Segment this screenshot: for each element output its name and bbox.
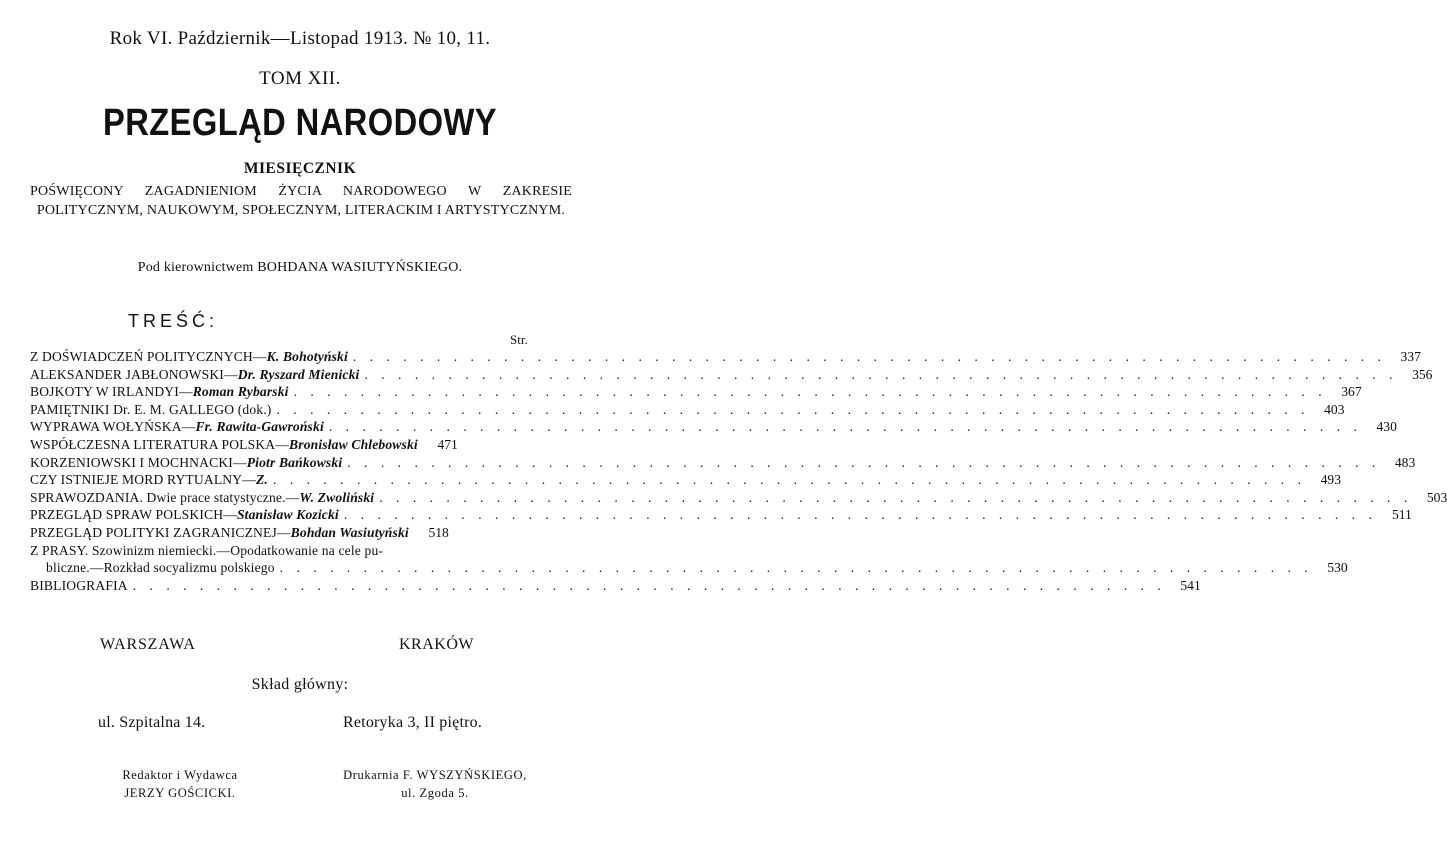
toc-leader-dots — [289, 383, 1332, 401]
toc-leader-dots — [271, 401, 1314, 419]
editor-role: Redaktor i Wydawca — [122, 768, 238, 782]
toc-entry-page: 530 — [1327, 560, 1348, 576]
toc-entry-page: 367 — [1341, 384, 1362, 400]
toc-entry — [30, 436, 572, 454]
journal-subtitle: POŚWIĘCONY ZAGADNIENIOM ŻYCIA NARODOWEGO W ZAKRESIE POLITYCZNYM, NAUKOWYM, SPOŁECZNYM, LITERACKIM I ARTYSTYCZNYM. — [30, 184, 572, 218]
toc-entry — [30, 401, 1345, 419]
printer-block — [300, 766, 570, 802]
toc-entry-page: 518 — [428, 524, 449, 540]
toc-entry-page: 337 — [1400, 349, 1421, 364]
toc-entry-author: Bronisław Chlebowski — [289, 436, 418, 452]
toc-entry — [30, 524, 572, 542]
toc-entry-page: 430 — [1376, 419, 1397, 435]
toc-leader-dots — [348, 348, 1391, 366]
printer-address: ul. Zgoda 5. — [401, 786, 469, 800]
city-krakow: KRAKÓW — [399, 636, 474, 653]
city-warsaw: WARSZAWA — [100, 636, 196, 653]
toc-entry-page: 493 — [1320, 472, 1341, 488]
toc-entry-page: 503 — [1426, 489, 1447, 505]
toc-entry-page: 356 — [1412, 366, 1433, 382]
toc-entry-page: 403 — [1324, 401, 1345, 417]
toc-leader-dots — [342, 454, 1385, 472]
toc-entry-page: 541 — [1180, 577, 1201, 593]
toc-entry-author: Piotr Bańkowski — [246, 454, 343, 470]
toc-entry-title: BOJKOTY W IRLANDYI—Roman Rybarski — [30, 384, 289, 400]
editor-block — [85, 766, 275, 802]
issue-line: Rok VI. Październik—Listopad 1913. № 10, 11. — [109, 28, 491, 49]
toc-entry-title: bliczne.—Rozkład socyalizmu polskiego — [46, 560, 275, 576]
address-krakow: Retoryka 3, II piętro. — [343, 714, 483, 731]
toc-entry-page: 511 — [1391, 507, 1412, 523]
editor-name: JERZY GOŚCICKI. — [124, 786, 236, 800]
toc-entry-title: BIBLIOGRAFIA — [30, 577, 128, 593]
toc-leader-dots — [339, 506, 1382, 524]
toc-leader-dots — [324, 418, 1367, 436]
toc-entry-title: Z DOŚWIADCZEŃ POLITYCZNYCH—K. Bohotyński — [30, 349, 348, 364]
toc-entry-title: Z PRASY. Szowinizm niemiecki.—Opodatkowanie na cele pu- — [30, 542, 384, 558]
toc-heading: TREŚĆ: — [128, 311, 219, 331]
volume-label: TOM XII. — [259, 68, 341, 89]
toc-entry-page: 483 — [1394, 454, 1416, 470]
editorship-line: Pod kierownictwem BOHDANA WASIUTYŃSKIEGO. — [137, 260, 463, 275]
journal-title: PRZEGLĄD NARODOWY — [102, 102, 498, 144]
toc-pages-label: Str. — [510, 332, 528, 347]
toc-entry-title: KORZENIOWSKI I MOCHNACKI—Piotr Bańkowski — [30, 454, 343, 470]
toc-entry-author: Bohdan Wasiutyński — [290, 524, 409, 540]
toc-entry — [30, 489, 1447, 507]
toc-leader-dots — [359, 366, 1402, 384]
toc-entry — [30, 348, 1421, 366]
toc-entry-author: W. Zwoliński — [299, 489, 375, 505]
periodicity-label: MIESIĘCZNIK — [243, 160, 357, 177]
toc-entry — [30, 383, 1362, 401]
toc-entry-author: Stanisław Kozicki — [236, 507, 339, 523]
toc-entry-title: PRZEGLĄD SPRAW POLSKICH—Stanisław Kozicki — [30, 507, 339, 523]
toc-entry-page: 471 — [437, 436, 458, 452]
toc-entry-title: PRZEGLĄD POLITYKI ZAGRANICZNEJ—Bohdan Wasiutyński — [30, 524, 409, 540]
toc-entry — [30, 542, 572, 560]
toc-entry-continuation — [30, 559, 1348, 577]
main-depot-label: Skład główny: — [251, 676, 349, 693]
toc-entry-author: Z. — [255, 472, 268, 488]
toc-entry-title: WSPÓŁCZESNA LITERATURA POLSKA—Bronisław Chlebowski — [30, 436, 418, 452]
toc-entry — [30, 471, 1341, 489]
toc-leader-dots — [268, 471, 1311, 489]
toc-entry-title: SPRAWOZDANIA. Dwie prace statystyczne.—W. Zwoliński — [30, 489, 375, 505]
toc-entry-author: K. Bohotyński — [266, 349, 348, 364]
toc-entry-title: WYPRAWA WOŁYŃSKA—Fr. Rawita-Gawroński — [30, 419, 324, 435]
toc-entry — [30, 418, 1397, 436]
table-of-contents — [30, 348, 1447, 594]
toc-entry-title: CZY ISTNIEJE MORD RYTUALNY—Z. — [30, 472, 268, 488]
toc-entry-author: Roman Rybarski — [192, 384, 289, 400]
toc-leader-dots — [128, 577, 1171, 595]
toc-entry-author: Fr. Rawita-Gawroński — [195, 419, 324, 435]
toc-entry-author: Dr. Ryszard Mienicki — [237, 366, 360, 382]
toc-entry-title: PAMIĘTNIKI Dr. E. M. GALLEGO (dok.) — [30, 401, 272, 417]
toc-entry — [30, 366, 1433, 384]
toc-leader-dots — [275, 559, 1318, 577]
address-warsaw: ul. Szpitalna 14. — [98, 714, 206, 731]
printer-name: Drukarnia F. WYSZYŃSKIEGO, — [343, 768, 527, 782]
toc-entry — [30, 454, 1416, 472]
toc-leader-dots — [374, 489, 1417, 507]
toc-entry-title: ALEKSANDER JABŁONOWSKI—Dr. Ryszard Mienicki — [30, 366, 360, 382]
toc-entry — [30, 577, 1201, 595]
toc-entry — [30, 506, 1412, 524]
